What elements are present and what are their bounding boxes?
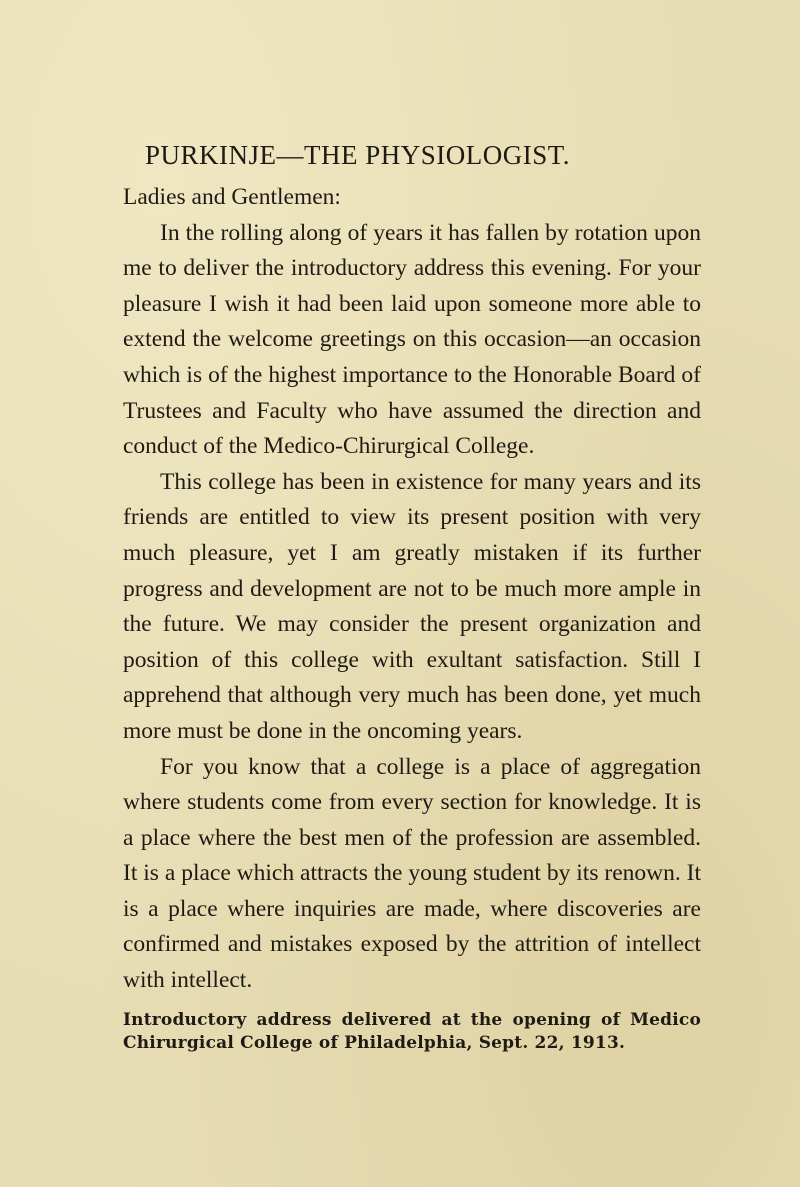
- paragraph-3: For you know that a college is a place of aggregation where students come from every section for knowledge. It is a place where the best men of the profession are assembled. It is a place which attracts the young student by its renown. It is a place where inquiries are made, where discoveries are confirmed and mistakes exposed by the attrition of intellect with intellect.: [123, 753, 701, 994]
- salutation: Ladies and Gentlemen:: [123, 184, 341, 210]
- paragraph-1: In the rolling along of years it has fallen by rotation upon me to deliver the introductory address this evening. For your pleasure I wish it had been laid upon someone more able to extend the welcome greetings on this occasion—an occasion which is of the highest importance to the Honorable Board of Trustees and Faculty who have assumed the direction and conduct of the Medico-Chirurgical College.: [123, 219, 701, 460]
- document-page: [123, 138, 701, 1055]
- paragraph-2: This college has been in existence for many years and its friends are entitled to view its present position with very much pleasure, yet I am greatly mistaken if its further progress and development are not to be much more ample in the future. We may consider the present organization and position of this college with exultant satisfaction. Still I apprehend that although very much has been done, yet much more must be done in the oncoming years.: [123, 468, 701, 744]
- footnote: Introductory address delivered at the opening of Medico Chirurgical College of Philadelphia, Sept. 22, 1913.: [123, 1009, 701, 1053]
- page-title: PURKINJE—THE PHYSIOLOGIST.: [145, 140, 571, 170]
